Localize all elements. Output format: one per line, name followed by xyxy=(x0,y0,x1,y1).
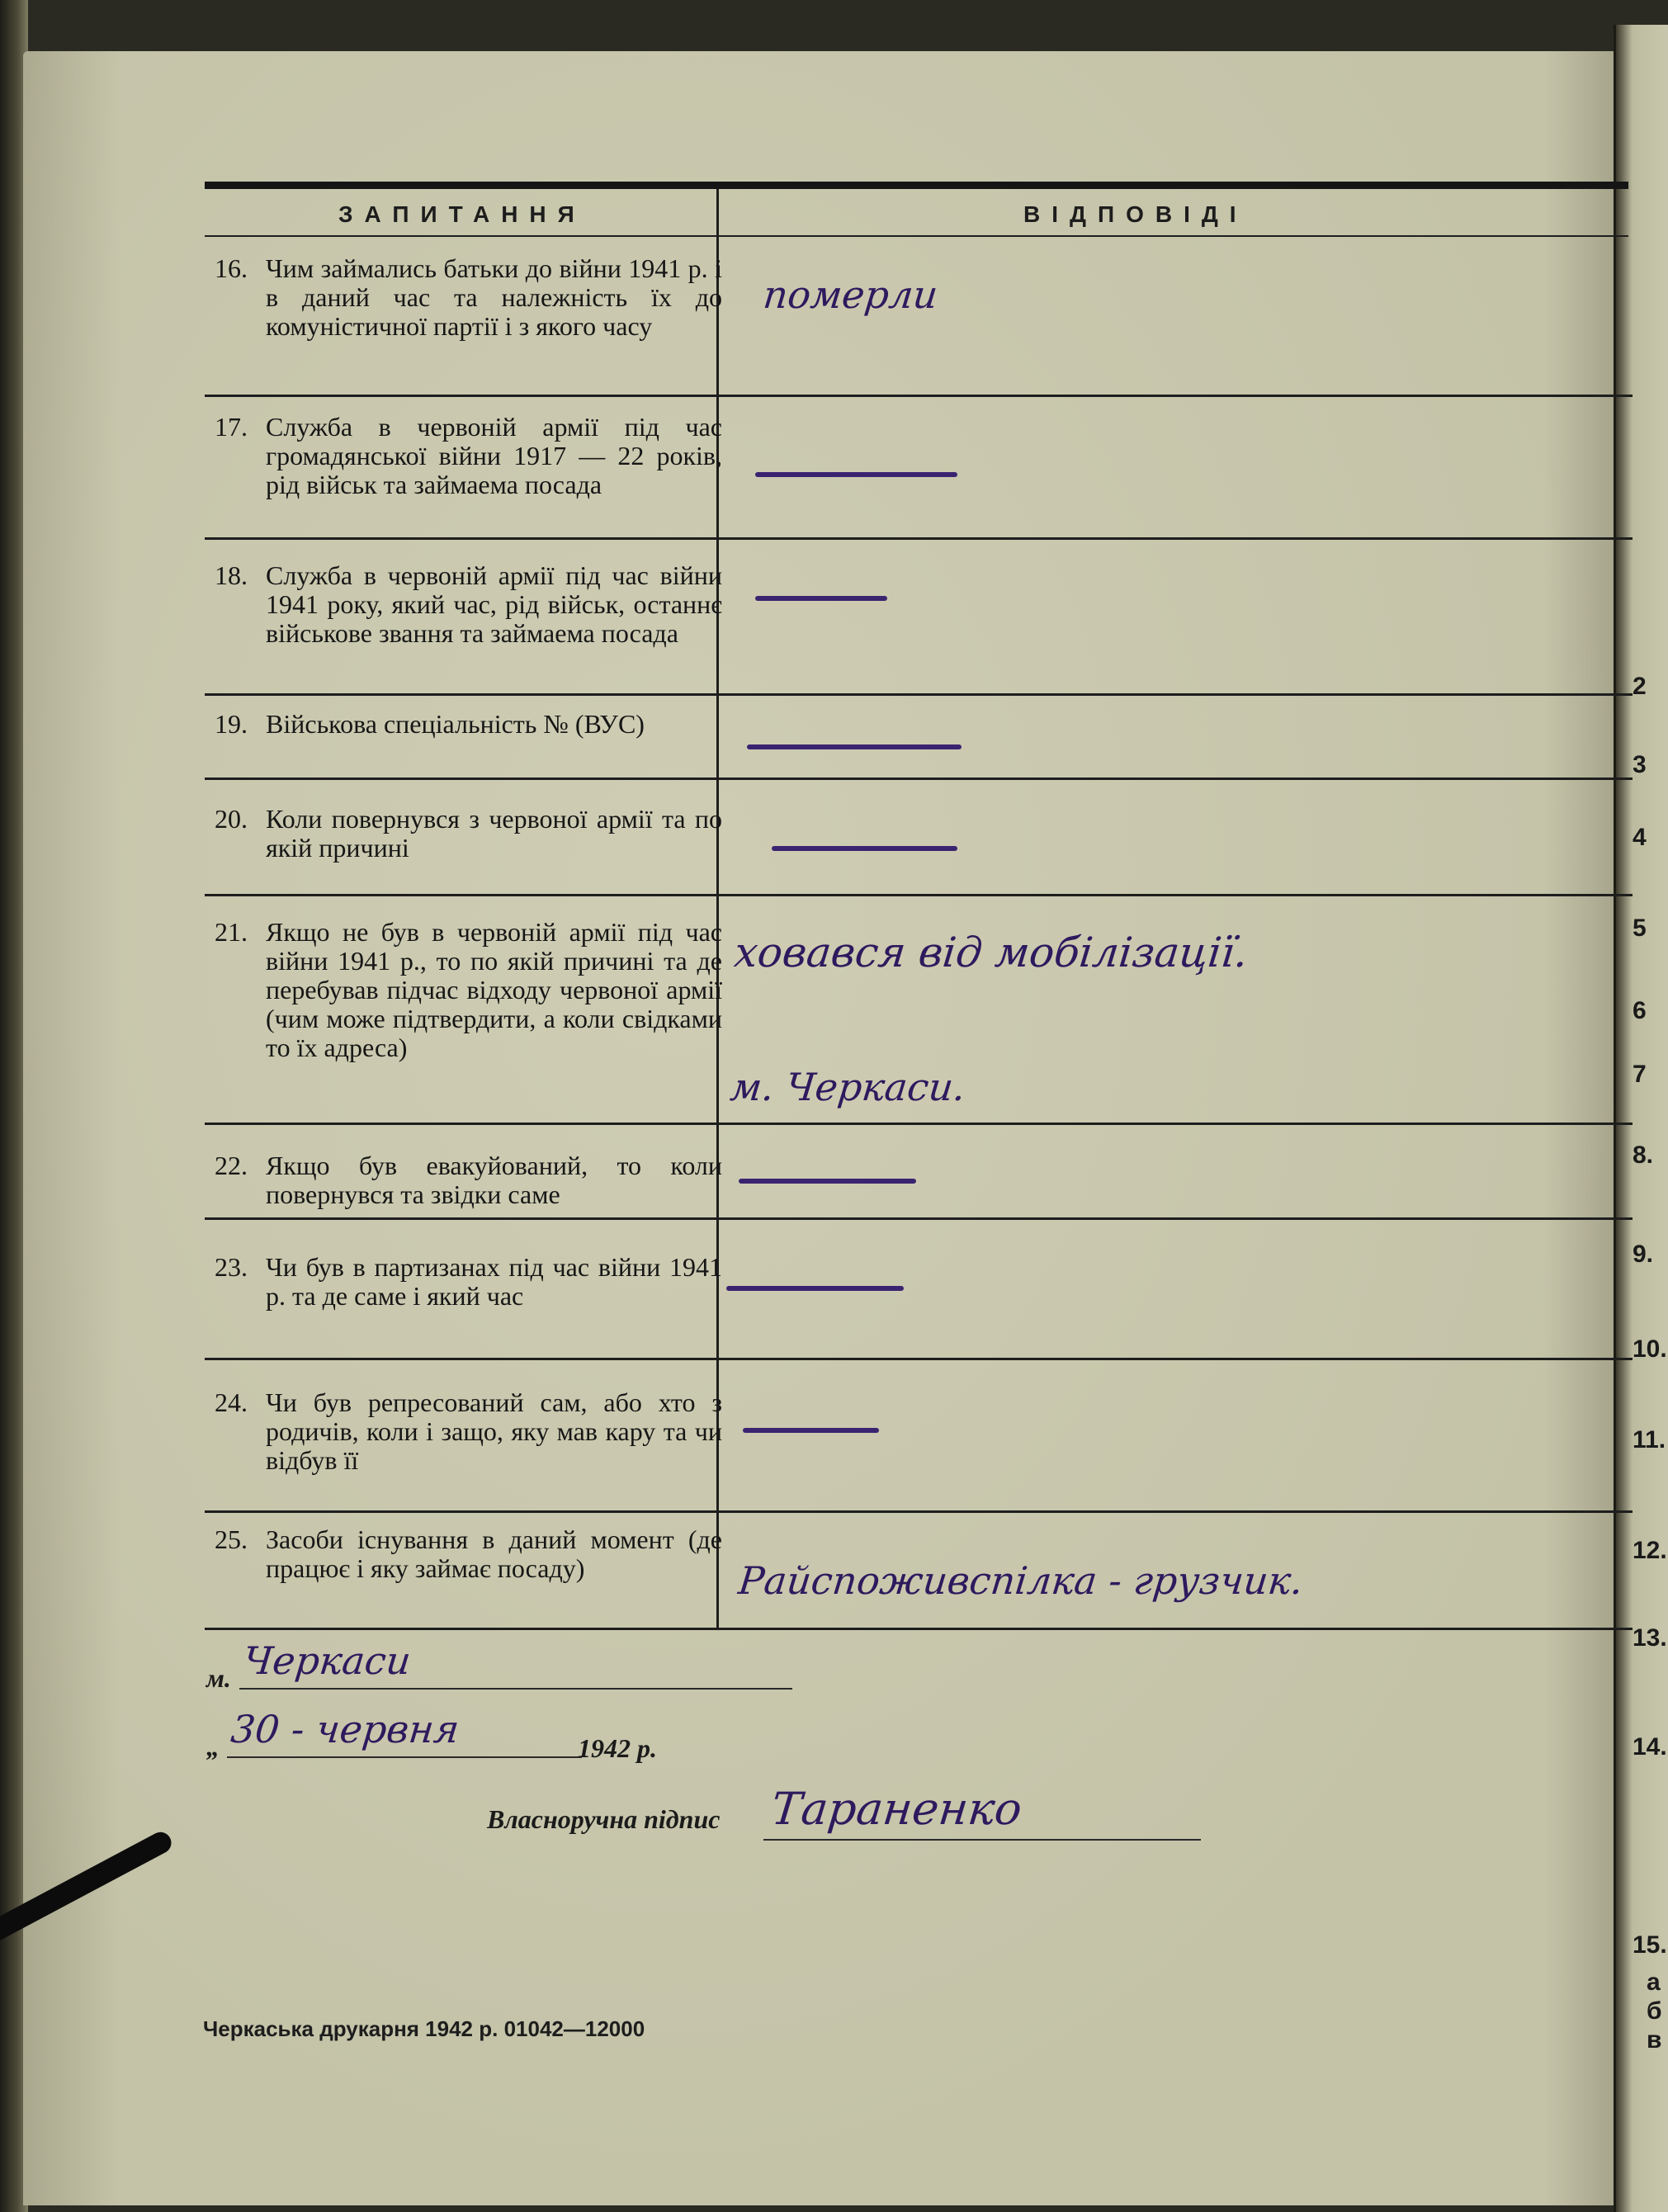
adjacent-page-number: 3 xyxy=(1633,751,1647,778)
question-text: Якщо не був в червоній армії під час війни 1941 р., то по якій причині та де перебував підчас відходу червоної армії (чим може підтвердити, а коли свідками то їх адреса) xyxy=(266,917,722,1062)
row-divider xyxy=(205,693,1633,696)
answer-22-dash xyxy=(739,1179,916,1184)
answer-24-dash xyxy=(743,1428,879,1433)
header-rule xyxy=(205,182,1628,189)
adjacent-page-number: 5 xyxy=(1633,915,1647,942)
adjacent-page-number: 11. xyxy=(1633,1426,1666,1453)
adjacent-page-letter: б xyxy=(1647,1997,1662,2025)
question-text: Коли повернувся з червоної армії та по якій причині xyxy=(266,804,722,863)
question-number: 24. xyxy=(215,1387,248,1417)
adjacent-page-number: 14. xyxy=(1633,1733,1667,1761)
question-number: 21. xyxy=(215,917,248,947)
question-row-17 xyxy=(215,413,722,499)
row-divider xyxy=(205,894,1633,896)
place-value: Черкаси xyxy=(241,1638,413,1683)
printer-imprint: Черкаська друкарня 1942 р. 01042—12000 xyxy=(203,2016,645,2041)
question-text: Чи був в партизанах під час війни 1941 р. та де саме і який час xyxy=(266,1252,722,1311)
adjacent-page-edge xyxy=(1614,25,1668,2212)
row-divider xyxy=(205,1217,1633,1220)
adjacent-page-number: 6 xyxy=(1633,997,1647,1024)
question-row-20 xyxy=(215,805,722,863)
date-value: 30 - червня xyxy=(229,1707,461,1751)
row-divider xyxy=(205,395,1633,397)
question-row-23 xyxy=(215,1253,722,1311)
question-text: Військова спеціальність № (ВУС) xyxy=(266,709,645,739)
row-divider xyxy=(205,537,1633,540)
adjacent-page-number: 15. xyxy=(1633,1931,1667,1959)
form-page xyxy=(23,51,1641,2205)
questions-header: ЗАПИТАННЯ xyxy=(338,201,586,227)
place-prefix: м. xyxy=(206,1663,231,1693)
row-divider xyxy=(205,778,1633,780)
adjacent-page-number: 4 xyxy=(1633,824,1647,851)
question-number: 18. xyxy=(215,560,248,590)
question-row-19 xyxy=(215,710,722,739)
signature-value: Тараненко xyxy=(768,1783,1025,1835)
question-number: 23. xyxy=(215,1252,248,1282)
adjacent-page-number: 2 xyxy=(1633,673,1647,700)
question-row-21 xyxy=(215,918,722,1062)
adjacent-page-number: 8. xyxy=(1633,1141,1654,1169)
row-divider xyxy=(205,1358,1633,1360)
adjacent-page-number: 7 xyxy=(1633,1061,1647,1088)
answer-16: померли xyxy=(761,272,940,317)
signature-underline xyxy=(763,1839,1201,1841)
answer-21: ховався від мобілізації. xyxy=(731,929,1250,976)
adjacent-page-number: 13. xyxy=(1633,1624,1667,1652)
question-number: 25. xyxy=(215,1524,248,1554)
answer-20-dash xyxy=(772,846,957,851)
question-text: Служба в червоній армії під час війни 1941 року, який час, рід військ, останнє військове звання та займаема посада xyxy=(266,560,722,648)
question-text: Служба в червоній армії під час громадянської війни 1917 — 22 років, рід військ та займаема посада xyxy=(266,412,722,499)
answer-19-dash xyxy=(747,744,962,749)
question-number: 20. xyxy=(215,804,248,834)
question-row-16 xyxy=(215,254,722,341)
header-divider xyxy=(205,235,1628,237)
date-underline xyxy=(227,1756,582,1758)
adjacent-page-letter: а xyxy=(1647,1969,1661,1996)
question-text: Засоби існування в даний момент (де працює і яку займає посаду) xyxy=(266,1524,722,1583)
adjacent-page-number: 9. xyxy=(1633,1241,1654,1268)
year-text: 1942 р. xyxy=(578,1733,657,1763)
answer-25: Райспоживспілка - грузчик. xyxy=(736,1558,1306,1603)
answer-17-dash xyxy=(755,472,957,477)
question-number: 16. xyxy=(215,253,248,283)
answer-23-dash xyxy=(726,1286,904,1291)
place-underline xyxy=(239,1688,792,1690)
question-row-18 xyxy=(215,561,722,648)
question-number: 17. xyxy=(215,412,248,442)
answer-21-place: м. Черкаси. xyxy=(728,1065,968,1109)
question-row-22 xyxy=(215,1151,722,1209)
adjacent-page-letter: в xyxy=(1647,2026,1662,2054)
adjacent-page-number: 12. xyxy=(1633,1537,1667,1564)
question-number: 22. xyxy=(215,1151,248,1180)
date-open-quote: „ xyxy=(206,1732,220,1761)
signature-label: Власноручна підпис xyxy=(487,1804,721,1834)
question-text: Чи був репресований сам, або хто з родичів, коли і защо, яку мав кару та чи відбув її xyxy=(266,1387,722,1475)
question-row-25 xyxy=(215,1525,722,1583)
row-divider xyxy=(205,1510,1633,1513)
question-row-24 xyxy=(215,1388,722,1475)
answer-18-dash xyxy=(755,596,887,601)
question-text: Чим займались батьки до війни 1941 р. і в даний час та належність їх до комуністичної партії і з якого часу xyxy=(266,253,722,341)
answers-header: ВІДПОВІДІ xyxy=(1023,201,1248,227)
question-number: 19. xyxy=(215,709,248,739)
row-divider xyxy=(205,1123,1633,1125)
row-divider xyxy=(205,1628,1633,1630)
question-text: Якщо був евакуйований, то коли повернувся та звідки саме xyxy=(266,1151,722,1209)
adjacent-page-number: 10. xyxy=(1633,1335,1667,1363)
